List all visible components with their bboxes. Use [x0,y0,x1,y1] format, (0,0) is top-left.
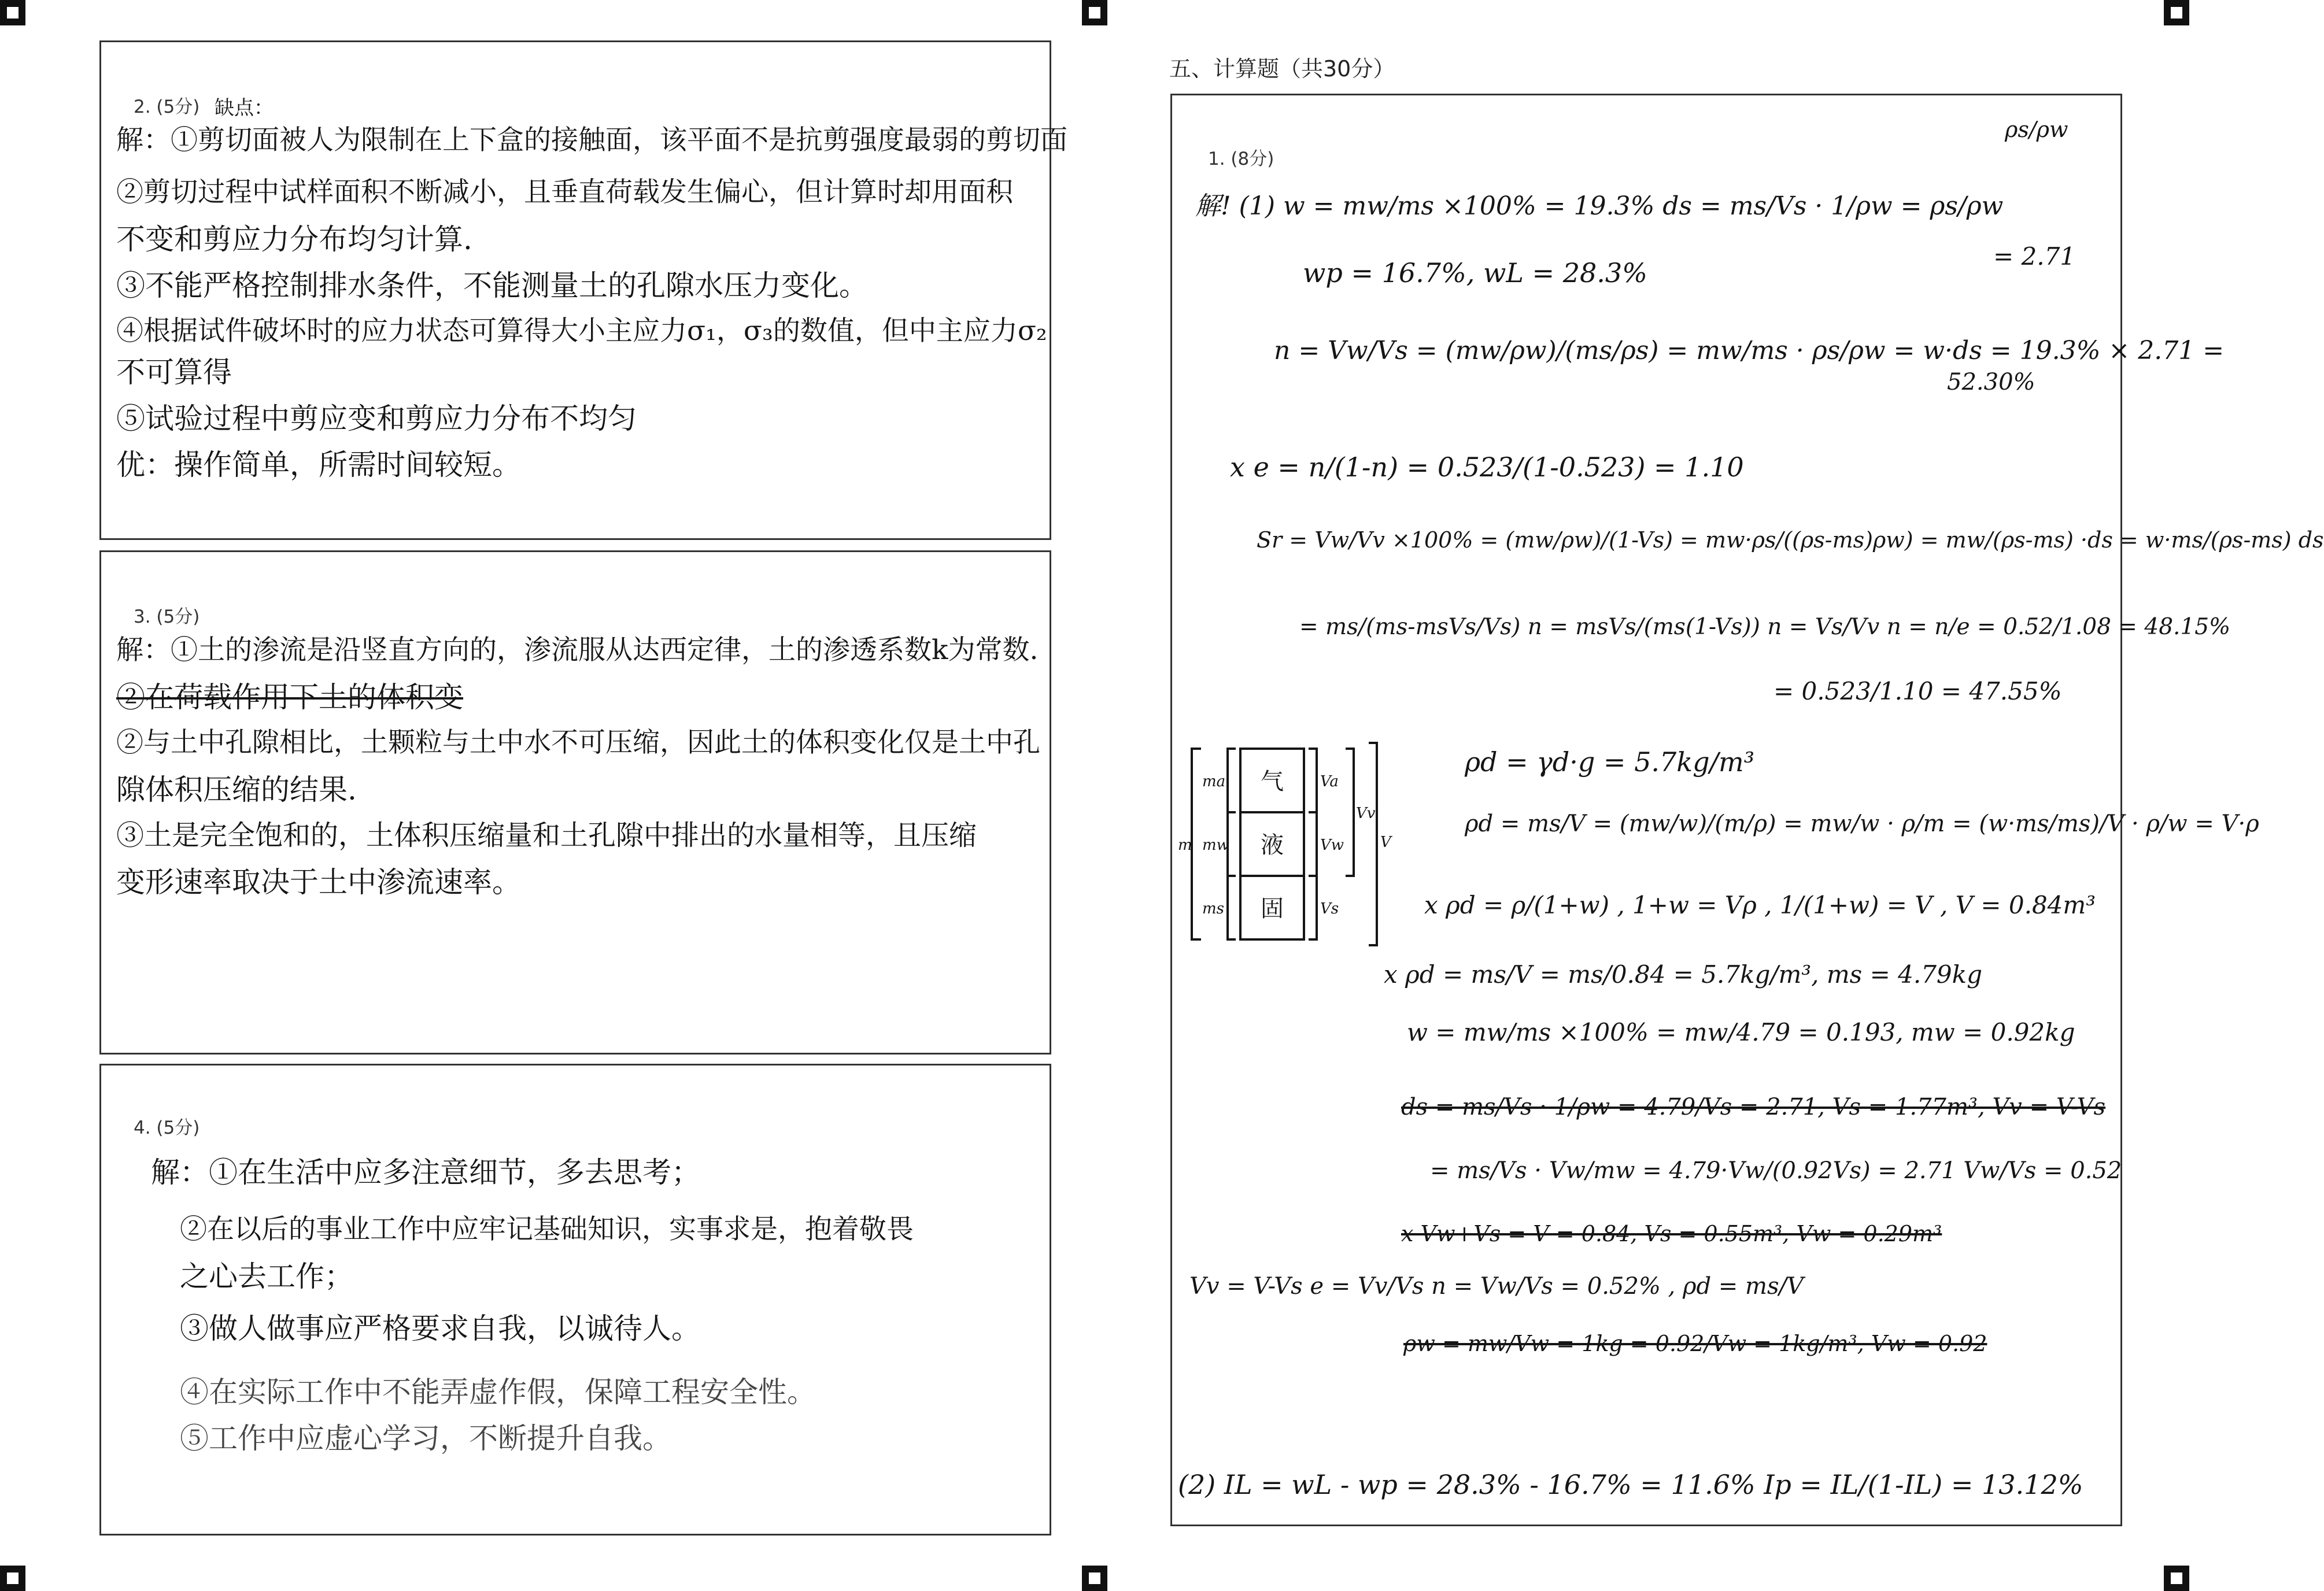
calc-line-16-struck: x Vw+Vs = V = 0.84, Vs = 0.55m³, Vw = 0.29m³ [1401,1221,1942,1246]
handwriting-q4-line-4: ④在实际工作中不能弄虚作假，保障工程安全性。 [180,1375,816,1409]
mass-label-m: m [1178,837,1192,854]
calc-line-14-struck: ds = ms/Vs · 1/ρw = 4.79/Vs = 2.71, Vs = 1.77m³, Vv = V-Vs [1401,1094,2106,1120]
corner-marker-top-right [2164,0,2189,25]
mass-label-mw: mw [1202,837,1229,854]
handwriting-q3-line-5: 变形速率取决于土中渗流速率。 [116,865,521,899]
handwriting-q2-line-8: 优：操作简单，所需时间较短。 [116,448,521,482]
soil-phase-diagram [1178,731,1409,974]
calc-line-2: wp = 16.7%, wL = 28.3% [1303,257,1647,288]
volume-label-va: Va [1320,773,1339,790]
question-label-q3: 3. (5分) [134,606,200,627]
volume-label-v: V [1380,834,1391,851]
calc-line-3: n = Vw/Vs = (mw/ρw)/(ms/ρs) = mw/ms · ρs/ρw = w·ds = 19.3% × 2.71 = [1274,336,2225,365]
mass-label-ms: ms [1202,900,1224,917]
corner-marker-top-center [1082,0,1107,25]
handwriting-q3-line-1-struck: ②在荷载作用下土的体积变 [116,680,463,714]
question-label-q4: 4. (5分) [134,1118,200,1138]
question-label-q2: 2. (5分) [134,97,200,117]
calc-line-18-struck: ρw = mw/Vw = 1kg = 0.92/Vw = 1kg/m³, Vw = 0.92 [1403,1331,1987,1356]
calc-line-12: x ρd = ms/V = ms/0.84 = 5.7kg/m³, ms = 4.79kg [1384,960,1982,989]
calc-line-17: Vv = V-Vs e = Vv/Vs n = Vw/Vs = 0.52% , ρd = ms/V [1189,1273,1804,1300]
calc-line-9: ρd = γd·g = 5.7kg/m³ [1465,746,1755,778]
handwriting-q4-line-0: 解：①在生活中应多注意细节，多去思考； [151,1156,700,1189]
mass-label-ma: ma [1202,773,1226,790]
handwriting-q3-line-3: 隙体积压缩的结果. [116,773,357,806]
handwriting-q2-line-6: 不可算得 [116,356,232,389]
corner-marker-bottom-right [2164,1566,2189,1591]
volume-label-vs: Vs [1320,900,1339,917]
phase-label-solid: 固 [1261,896,1284,922]
calc-line-8: = 0.523/1.10 = 47.55% [1774,677,2062,705]
corner-note: ρs/ρw [2005,117,2068,142]
handwriting-q2-line-2: ②剪切过程中试样面积不断减小，且垂直荷载发生偏心，但计算时却用面积 [116,176,1013,208]
handwriting-q2-line-4: ③不能严格控制排水条件，不能测量土的孔隙水压力变化。 [116,269,868,302]
handwriting-q2-line-3: 不变和剪应力分布均匀计算. [116,223,472,256]
answer-panel-q2 [99,40,1067,540]
corner-marker-bottom-center [1082,1566,1107,1591]
handwriting-q2-line-5: ④根据试件破坏时的应力状态可算得大小主应力σ₁，σ₃的数值，但中主应力σ₂ [116,315,1047,347]
question-label-calc-1: 1. (8分) [1208,149,1274,169]
handwriting-q2-line-1: 解：①剪切面被人为限制在上下盒的接触面，该平面不是抗剪强度最弱的剪切面 [116,124,1067,156]
calc-line-6: Sr = Vw/Vv ×100% = (mw/ρw)/(1-Vs) = mw·ρs/((ρs-ms)ρw) = mw/(ρs-ms) ·ds = w·ms/(ρs-ms) ds [1257,527,2324,553]
handwriting-q2-line-0: 缺点： [215,97,274,120]
handwriting-q2-line-7: ⑤试验过程中剪应变和剪应力分布不均匀 [116,402,637,435]
answer-panel-q4 [99,1064,1051,1536]
volume-label-vw: Vw [1320,837,1344,854]
handwriting-q4-line-1: ②在以后的事业工作中应牢记基础知识，实事求是，抱着敬畏 [180,1213,914,1245]
calc-line-11: x ρd = ρ/(1+w) , 1+w = Vρ , 1/(1+w) = V , V = 0.84m³ [1424,891,2096,919]
handwriting-q4-line-2: 之心去工作； [180,1260,353,1293]
calc-line-19: (2) IL = wL - wp = 28.3% - 16.7% = 11.6% Ip = IL/(1-IL) = 13.12% [1178,1469,2083,1500]
calc-line-1: = 2.71 [1993,242,2076,271]
phase-label-gas: 气 [1261,768,1284,795]
calc-line-0: 解! (1) w = mw/ms ×100% = 19.3% ds = ms/Vs · 1/ρw = ρs/ρw [1195,191,2004,221]
handwriting-q3-line-0: 解：①土的渗流是沿竖直方向的，渗流服从达西定律，土的渗透系数k为常数. [116,634,1039,666]
handwriting-q3-line-4: ③土是完全饱和的，土体积压缩量和土孔隙中排出的水量相等，且压缩 [116,819,977,852]
answer-panel-calc [1170,94,2324,1526]
corner-marker-top-left [0,0,25,25]
calc-line-7: = ms/(ms-msVs/Vs) n = msVs/(ms(1-Vs)) n = Vs/Vv n = n/e = 0.52/1.08 = 48.15% [1299,614,2231,640]
calc-line-5: x e = n/(1-n) = 0.523/(1-0.523) = 1.10 [1230,452,1744,483]
calc-line-13: w = mw/ms ×100% = mw/4.79 = 0.193, mw = 0.92kg [1407,1018,2075,1046]
handwriting-q4-line-5: ⑤工作中应虚心学习，不断提升自我。 [180,1422,671,1455]
answer-panel-q3 [99,550,1051,1054]
handwriting-q3-line-2: ②与土中孔隙相比，土颗粒与土中水不可压缩，因此土的体积变化仅是土中孔 [116,727,1040,758]
section-title: 五、计算题（共30分） [1169,56,1395,82]
calc-line-10: ρd = ms/V = (mw/w)/(m/ρ) = mw/w · ρ/m = (w·ms/ms)/V · ρ/w = V·ρ [1465,811,2259,837]
calc-line-4: 52.30% [1947,369,2035,395]
handwriting-q4-line-3: ③做人做事应严格要求自我，以诚待人。 [180,1312,700,1345]
volume-label-vv: Vv [1356,805,1376,822]
corner-marker-bottom-left [0,1566,25,1591]
phase-label-liquid: 液 [1261,832,1284,859]
calc-line-15: = ms/Vs · Vw/mw = 4.79·Vw/(0.92Vs) = 2.71 Vw/Vs = 0.52 [1430,1157,2122,1184]
